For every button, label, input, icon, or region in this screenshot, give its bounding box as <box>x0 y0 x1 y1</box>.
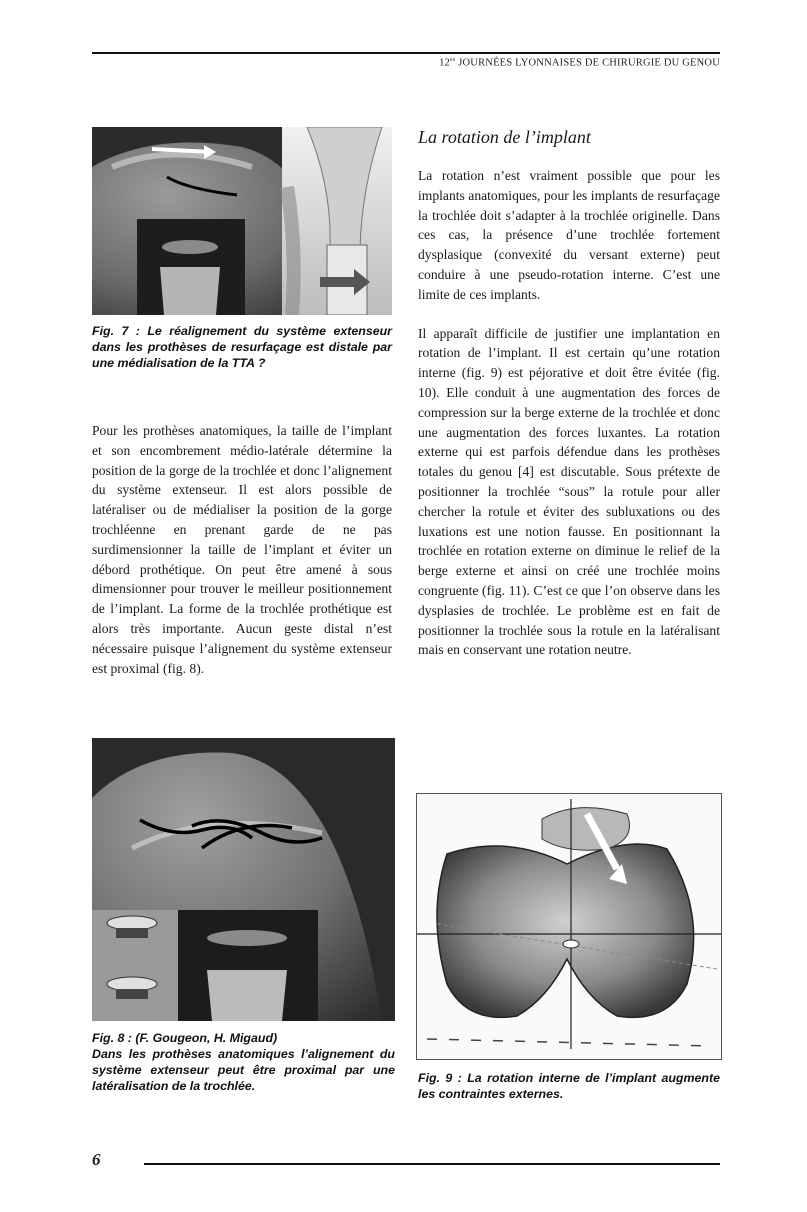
section-title: La rotation de l’implant <box>418 127 591 147</box>
figure-8-image <box>92 738 395 1021</box>
figure-8-caption <box>92 1030 395 1094</box>
figure-8-caption-title: Fig. 8 : (F. Gougeon, H. Migaud) <box>92 1031 278 1045</box>
header-rule <box>92 52 720 54</box>
figure-9-caption: Fig. 9 : La rotation interne de l’implant augmente les contraintes externes. <box>418 1071 720 1101</box>
right-column-text <box>418 166 720 660</box>
figure-9-illustration <box>417 794 721 1059</box>
running-header: $12^{es}$ JOURNÉES LYONNAISES DE CHIRURGIE DU GENOU <box>439 57 720 69</box>
left-column-text <box>92 421 392 678</box>
figure-7-illustration <box>92 127 392 315</box>
left-paragraph: Pour les prothèses anatomiques, la taille de l’implant et son encombrement médio-latérale détermine la position de la gorge de la trochlée et donc l’alignement du système extenseur. Il est alors possible de latéraliser ou de médialiser la position de la gorge trochléenne en prenant garde de ne pas surdimensionner la taille de l’implant et éviter un débord prothétique. On peut être amené à sous dimensionner pour trouver le meilleur positionnement de l’implant. La forme de la trochlée prothétique est alors très importante. Aucun geste distal n’est nécessaire puisque l’alignement du système extenseur est proximal (fig. 8). <box>92 423 392 676</box>
right-paragraph-2: Il apparaît difficile de justifier une implantation en rotation de l’implant. Il est certain qu’une rotation interne (fig. 9) est péjorative et doit être évitée (fig. 10). Elle conduit à une augmentation des forces de compression sur la berge externe de la trochlée et donc une augmentation des forces luxantes. La rotation externe qui est parfois défendue dans les prothèses totales du genou [4] est discutable. Sous prétexte de positionner la trochlée “sous” la rotule pour aller chercher la rotule et éviter des subluxations ou des luxations est une notion fausse. En positionnant la trochlée en rotation externe on diminue le relief de la berge externe et ainsi on créé une trochlée moins congruente (fig. 11). C’est ce que l’on observe dans les dysplasies de trochlée. Le problème est en fait de positionner la trochlée sous la rotule en la latéralisant mais en conservant une rotation neutre. <box>418 325 720 658</box>
figure-7-image <box>92 127 392 315</box>
right-paragraph-1: La rotation n’est vraiment possible que pour les implants anatomiques, pour les implants de resurfaçage la trochlée doit s’adapter à la trochlée originelle. Dans ces cas, la présence d’une trochlée fortement dysplasique (convexité du versant externe) peut conduire à une pseudo-rotation interne. C’est une limite de ces implants. <box>418 168 720 302</box>
figure-7-caption: Fig. 7 : Le réalignement du système extenseur dans les prothèses de resurfaçage est distale par une médialisation de la TTA ? <box>92 324 392 370</box>
figure-8-caption-body: Dans les prothèses anatomiques l’alignement du système extenseur peut être proximal par une latéralisation de la trochlée. <box>92 1047 395 1093</box>
figure-8-illustration <box>92 738 395 1021</box>
page-number: 6 <box>92 1150 101 1169</box>
footer-rule <box>144 1163 720 1165</box>
figure-9-image <box>416 793 722 1060</box>
